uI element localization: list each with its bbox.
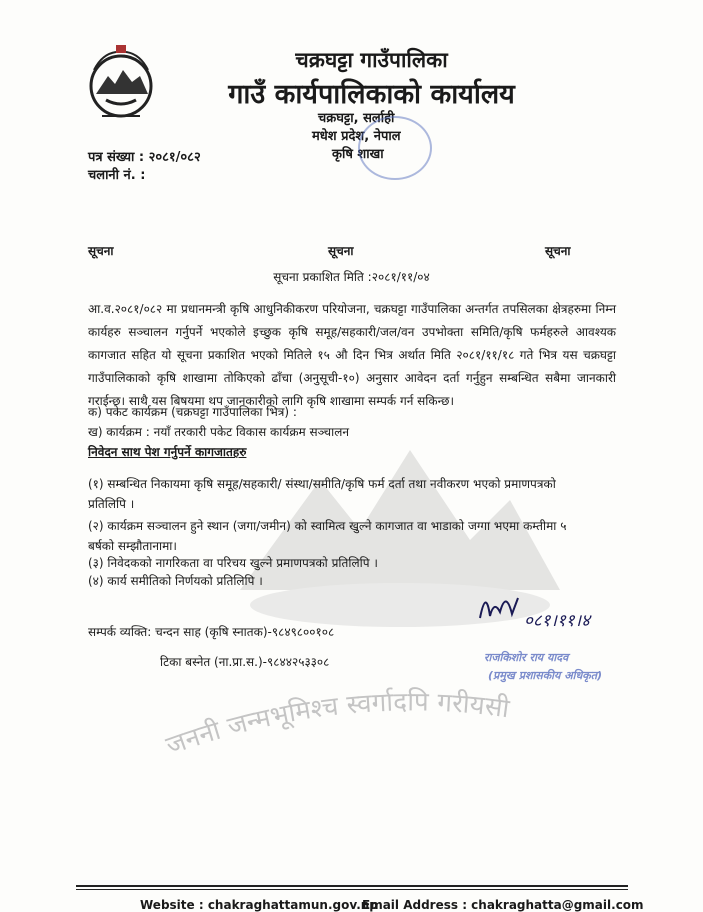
notice-paragraph: आ.व.२०८१/०८२ मा प्रधानमन्त्री कृषि आधुनिकीकरण परियोजना, चक्रघट्टा गाउँपालिका अन्तर्गत तपसिलका क्षेत्रहरुमा निम्न कार्यहरु सञ्चालन गर्नुपर्ने भएकोले इच्छुक कृषि समूह/सहकारी/जल/वन उपभोक्ता समिति/कृषि फर्महरुले आवश्यक कागजात सहित यो सूचना प्रकाशित भएको मितिले १५ औ दिन भित्र अर्थात मिति २०८१/११/१८ गते भित्र यस चक्रघट्टा गाउँपालिकाको कृषि शाखामा तोकिएको ढाँचा (अनुसूची-१०) अनुसार आवेदन दर्ता गर्नुहुन सम्बन्धित सबैमा जानकारी गराईन्छ। साथै यस बिषयमा थप जानकारीको लागि कृषि शाखामा सम्पर्क गर्न सकिन्छ। [88, 302, 616, 408]
publish-date: सूचना प्रकाशित मिति :२०८१/११/०४ [273, 270, 430, 284]
notice-word-center: सूचना [328, 244, 354, 258]
svg-text:०८१।११।४: ०८१।११।४ [524, 611, 590, 631]
doc-item-3: (३) निवेदकको नागरिकता वा परिचय खुल्ने प्रमाणपत्रको प्रतिलिपि । [88, 556, 378, 570]
signatory-name-stamp: राजकिशोर राय यादव [484, 651, 569, 664]
signatory-title-stamp: (प्रमुख प्रशासकीय अधिकृत) [488, 669, 602, 682]
section-name: कृषि शाखा [332, 147, 384, 162]
doc-item-4: (४) कार्य समीतिको निर्णयको प्रतिलिपि । [88, 574, 263, 588]
footer-rule-thin [76, 889, 628, 890]
item-ka: क) पकेट कार्यक्रम (चक्रघट्टा गाउँपालिका भित्र) : [88, 405, 297, 419]
address-line-1: चक्रघट्टा, सर्लाही [318, 111, 395, 126]
doc-item-2-cont: बर्षको सम्झौतानामा। [88, 539, 177, 553]
notice-word-right: सूचना [545, 244, 571, 258]
doc-item-1-cont: प्रतिलिपि । [88, 497, 135, 511]
notice-word-left: सूचना [88, 244, 114, 258]
contact-person-1: सम्पर्क व्यक्ति: चन्दन साह (कृषि स्नातक)-९८४९८००१०८ [88, 625, 335, 639]
doc-item-2: (२) कार्यक्रम सञ्चालन हुने स्थान (जगा/जमीन) को स्वामित्व खुल्ने कागजात वा भाडाको जग्गा भएमा कम्तीमा ५ [88, 519, 567, 533]
svg-text:जननी जन्मभूमिश्च स्वर्गादपि गर: जननी जन्मभूमिश्च स्वर्गादपि गरीयसी [162, 687, 511, 762]
signature-mark [472, 578, 602, 648]
doc-item-1: (१) सम्बन्धित निकायमा कृषि समूह/सहकारी/ संस्था/समीति/कृषि फर्म दर्ता तथा नवीकरण भएको प्रमाणपत्रको [88, 477, 556, 491]
address-line-2: मधेश प्रदेश, नेपाल [312, 129, 401, 144]
footer-website: Website : chakraghattamun.gov.np [140, 898, 378, 912]
footer-rule [76, 885, 628, 887]
org-name: चक्रघट्टा गाउँपालिका [295, 48, 448, 72]
contact-person-2: टिका बस्नेत (ना.प्रा.स.)-९८४४२५३३०८ [160, 655, 330, 669]
footer-email: Email Address : chakraghatta@gmail.com [362, 898, 644, 912]
documents-heading: निवेदन साथ पेश गर्नुपर्ने कागजातहरु [88, 445, 247, 459]
letter-number: पत्र संख्या : २०८१/०८२ [88, 150, 201, 165]
dispatch-number: चलानी नं. : [88, 168, 146, 183]
office-name: गाउँ कार्यपालिकाको कार्यालय [228, 79, 515, 110]
item-kha: ख) कार्यक्रम : नयाँ तरकारी पकेट विकास कार्यक्रम सञ्चालन [88, 425, 350, 439]
office-stamp [358, 116, 432, 180]
